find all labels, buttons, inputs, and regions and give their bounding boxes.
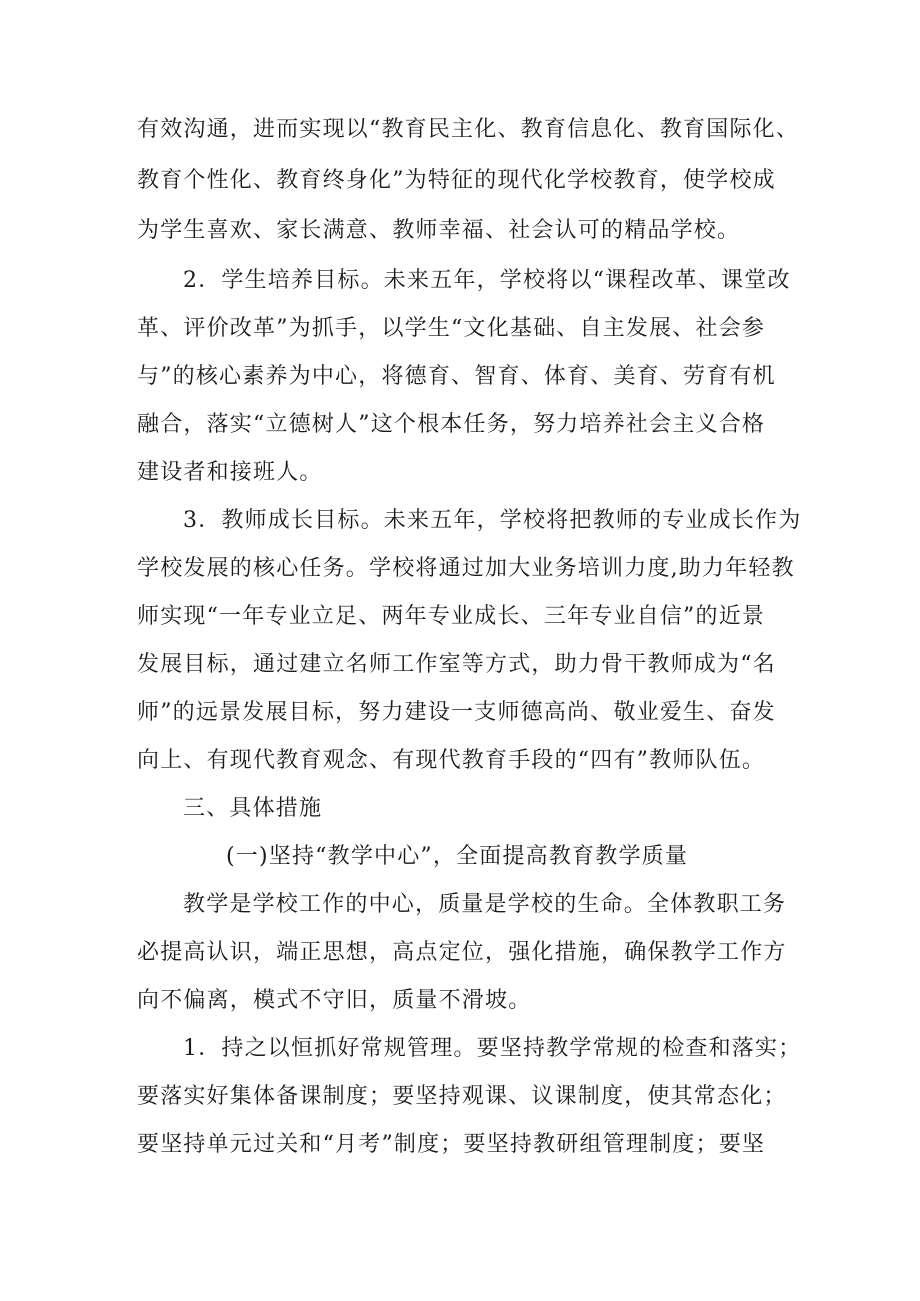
text-line: 发展目标，通过建立名师工作室等方式，助力骨干教师成为“名	[137, 652, 776, 677]
paragraph-first-line: 3．教师成长目标。未来五年，学校将把教师的专业成长作为	[183, 508, 802, 533]
section-heading: 三、具体措施	[183, 796, 323, 821]
text-line: 师实现“一年专业立足、两年专业成长、三年专业自信”的近景	[137, 604, 766, 629]
paragraph-first-line: 1．持之以恒抓好常规管理。要坚持教学常规的检查和落实；	[183, 1036, 802, 1061]
text-line: 革、评价改革”为抓手，以学生“文化基础、自主发展、社会参	[137, 316, 766, 341]
text-line: 建设者和接班人。	[137, 460, 323, 485]
paragraph-first-line: 教学是学校工作的中心，质量是学校的生命。全体教职工务	[183, 892, 787, 917]
text-line: 学校发展的核心任务。学校将通过加大业务培训力度,助力年轻教	[137, 556, 795, 581]
text-line: 向上、有现代教育观念、有现代教育手段的“四有”教师队伍。	[137, 748, 766, 773]
text-line: 为学生喜欢、家长满意、教师幸福、社会认可的精品学校。	[137, 218, 741, 243]
paragraph-first-line: 2．学生培养目标。未来五年，学校将以“课程改革、课堂改	[183, 268, 791, 293]
subsection-heading: (一)坚持“教学中心”，全面提高教育教学质量	[226, 844, 689, 869]
text-line: 师”的远景发展目标，努力建设一支师德高尚、敬业爱生、奋发	[137, 700, 776, 725]
text-line: 向不偏离，模式不守旧，质量不滑坡。	[137, 988, 532, 1013]
text-line: 教育个性化、教育终身化”为特征的现代化学校教育，使学校成	[137, 168, 776, 193]
text-line: 有效沟通，进而实现以“教育民主化、教育信息化、教育国际化、	[137, 117, 800, 142]
text-line: 融合，落实“立德树人”这个根本任务，努力培养社会主义合格	[137, 412, 766, 437]
text-line: 要落实好集体备课制度；要坚持观课、议课制度，使其常态化；	[137, 1084, 787, 1109]
text-line: 与”的核心素养为中心，将德育、智育、体育、美育、劳育有机	[137, 364, 776, 389]
text-line: 必提高认识，端正思想，高点定位，强化措施，确保教学工作方	[137, 940, 787, 965]
text-line: 要坚持单元过关和“月考”制度；要坚持教研组管理制度；要坚	[137, 1132, 766, 1157]
